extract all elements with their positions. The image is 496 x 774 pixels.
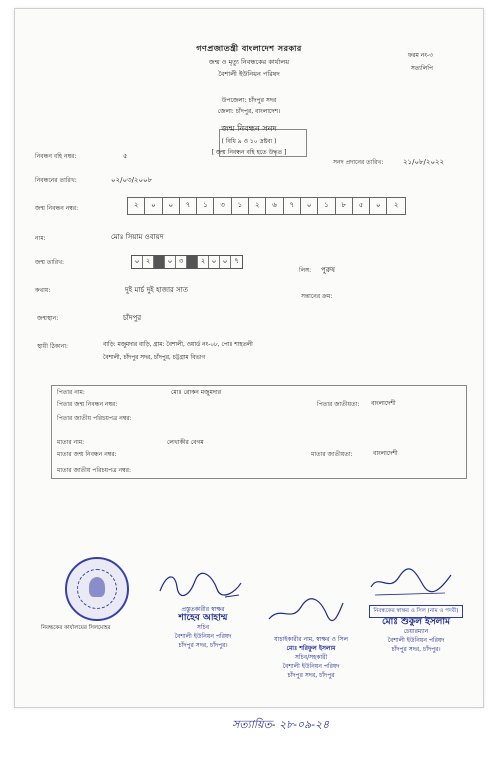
secretary-label: প্রস্তুতকারীর স্বাক্ষর [181,606,225,613]
dob-words-label: কথায়: [35,287,51,294]
reg-no-digit: ২ [393,201,399,209]
birthplace: চাঁদপুর [123,314,142,322]
father-nationality: বাংলাদেশী [371,400,396,407]
reg-no-label: জন্ম নিবন্ধন নম্বর: [35,205,79,212]
seal-emblem [89,577,105,597]
father-nationality-label: পিতার জাতীয়তা: [317,401,360,408]
certificate-sheet [14,8,484,708]
registrar-org: বৈশালী ইউনিয়ন পরিষদ [387,637,445,644]
sex-value: পুরুষ [321,266,335,274]
reg-no-digit: ৩ [214,198,231,214]
registrar-label: নিবন্ধকের স্বাক্ষর ও সিল (নাম ও পদবী) [369,605,462,618]
verifier-label: যাচাইকারীর নাম, স্বাক্ষর ও সিল [274,636,348,643]
father-name-label: পিতার নাম: [57,389,85,396]
reg-date-label: নিবন্ধনের তারিখ: [35,177,77,184]
reg-no-digit: ১ [232,198,249,214]
book-no: ৫ [123,152,128,160]
reg-no-digit: ৭ [284,198,301,214]
birth-order-label: সন্তানের ক্রম: [301,293,333,300]
secretary-block [155,605,251,650]
father-nid-label: পিতার জাতীয় পরিচয়পত্র নম্বর: [57,415,132,422]
reg-no-digit: ০ [145,198,162,214]
dob-digit: ০ [132,256,143,268]
form-number-block [408,49,433,75]
dob-separator [154,256,165,268]
secretary-signature [155,569,245,603]
dob-digit: ৭ [234,257,239,265]
verifier-name: মোঃ শরিফুল ইসলাম [286,645,336,652]
registrar-role: চেয়ারম্যান [403,628,429,635]
father-reg-label: পিতার জন্ম নিবন্ধন নম্বর: [57,401,118,408]
mother-name: লেখাকীর বেগম [167,439,204,446]
registrar-name: মোঃ শুকুল ইসলাম [381,617,450,627]
reg-date: ০২/০৩/২০০৮ [111,176,153,184]
district-line: জেলা: চাঁদপুর, বাংলাদেশ। [217,108,281,115]
secretary-org: বৈশালী ইউনিয়ন পরিষদ [174,633,232,640]
dob-digit: ৩ [176,256,187,268]
secretary-place: চাঁদপুর সদর, চাঁদপুর। [178,642,228,649]
registrar-place: চাঁদপুর সদর, চাঁদপুর। [391,646,441,653]
issue-date-label: সনদ প্রদানের তারিখ: [333,159,384,166]
registrar-block [351,605,481,654]
reg-no-digit: ৮ [336,198,353,214]
verifier-org: বৈশালী ইউনিয়ন পরিষদ [282,663,340,670]
dob-separator [187,256,198,268]
reg-no-digit: ০ [370,198,387,214]
reg-no-digit: ০ [163,198,180,214]
reg-no-digit: ৭ [180,198,197,214]
issue-date: ২১/০৮/২০২২ [403,158,445,166]
reg-no-digit: ৫ [353,198,370,214]
mother-reg-label: মাতার জন্ম নিবন্ধন নম্বর: [57,451,117,458]
name-label: নাম: [35,235,46,242]
dob-digit: ০ [209,256,220,268]
mother-name-label: মাতার নাম: [57,439,85,446]
address-line-2: বৈশালী, চাঁদপুর সদর, চাঁদপুর, চট্টগ্রাম বিভাগ [103,355,206,361]
verifier-signature [265,595,345,627]
reg-no-digit: ১ [318,198,335,214]
sex-label: লিঙ্গ: [299,267,312,274]
office-title: জন্ম ও মৃত্যু নিবন্ধকের কার্যালয় [208,58,290,66]
mother-nationality-label: মাতার জাতীয়তা: [311,451,353,458]
book-extract-ref: [ জন্ম নিবন্ধন বহি হতে উদ্ধৃত ] [211,149,287,156]
dob-digit: ২ [143,256,154,268]
upazila-line: উপজেলা: চাঁদপুর সদর [221,97,277,104]
birthplace-label: জন্মস্থান: [37,315,59,322]
dob-label: জন্ম তারিখ: [35,259,65,266]
address-label: স্থায়ী ঠিকানা: [37,343,69,350]
rule-ref: ( বিধি ৯ ও ১০ দ্রষ্টব্য ) [221,138,277,145]
dob-digit: ০ [220,256,231,268]
reg-no-digit: ২ [128,198,145,214]
reg-no-boxes [127,197,406,215]
dob-words: দুই মার্চ দুই হাজার সাত [125,286,188,294]
form-number: ফরম নং-৩ [407,52,433,59]
book-no-label: নিবন্ধন বহি নম্বর: [35,153,77,160]
certificate-title: জন্ম নিবন্ধন সনদ [221,124,277,133]
reg-no-digit: ০ [301,198,318,214]
form-copy-label: সত্যলিপি [410,65,433,72]
dob-boxes [131,255,243,269]
mother-nid-label: মাতার জাতীয় পরিচয়পত্র নম্বর: [57,467,131,474]
dob-digit: ০ [165,256,176,268]
dob-digit: ২ [198,256,209,268]
verifier-role: সচিব/সহকারী [294,654,328,661]
child-name: মোঃ সিয়াম ওবায়দ [111,233,164,241]
father-name: মোঃ রোকন মজুমদার [171,389,221,396]
union-title: বৈশালী ইউনিয়ন পরিষদ [218,70,280,78]
reg-no-digit: ৬ [266,198,283,214]
gov-title: গণপ্রজাতন্ত্রী বাংলাদেশ সরকার [196,44,302,53]
registrar-signature [365,567,455,601]
reg-no-digit: ১ [197,198,214,214]
handwritten-attestation: সত্যায়িত- ২৮-০৯-২৪ [232,718,330,731]
secretary-role: সচিব [196,624,210,631]
verifier-place: চাঁদপুর সদর, চাঁদপুর [287,672,335,679]
seal-caption: নিবন্ধকের কার্যালয়ের সিলমোহর [41,625,111,631]
address-line-1: বাড়ি: মজুমদার বাড়ি, গ্রাম: বৈশালী, ওয়ার্ড নং-০৮, পোঃ শাহতলী [103,342,253,348]
secretary-name: শাহেব আহাম্ম [178,613,228,623]
union-seal [65,557,129,621]
reg-no-digit: ২ [249,198,266,214]
mother-nationality: বাংলাদেশী [373,450,398,457]
